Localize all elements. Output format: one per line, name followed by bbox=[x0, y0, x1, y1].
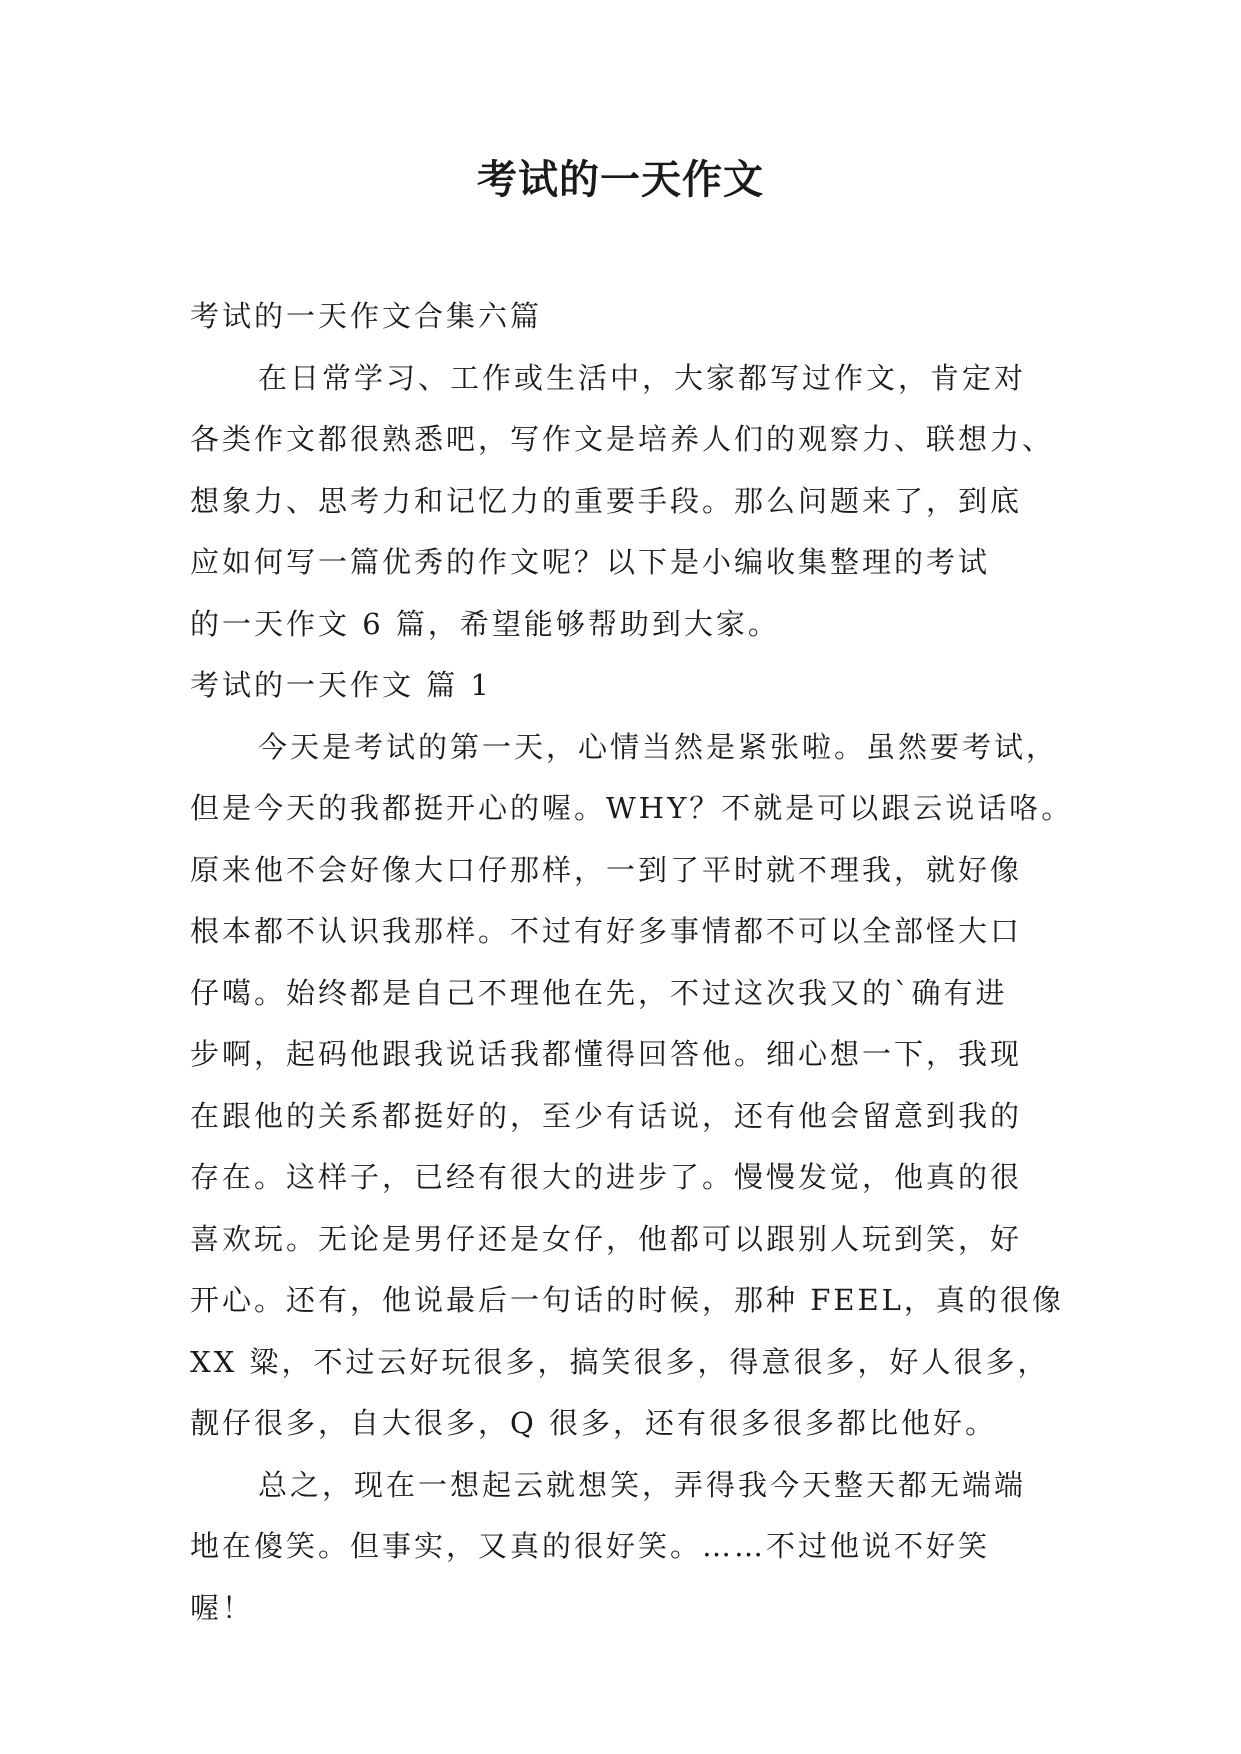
paragraph-line: 喔！ bbox=[190, 1590, 255, 1625]
paragraph-line: 但是今天的我都挺开心的喔。WHY？不就是可以跟云说话咯。 bbox=[190, 791, 1074, 825]
document-body bbox=[190, 286, 1074, 1639]
paragraph-line: 今天是考试的第一天，心情当然是紧张啦。虽然要考试， bbox=[258, 729, 1059, 764]
paragraph-line: 总之，现在一想起云就想笑，弄得我今天整天都无端端 bbox=[258, 1467, 1027, 1502]
paragraph-line: 想象力、思考力和记忆力的重要手段。那么问题来了，到底 bbox=[190, 483, 1023, 518]
document-title: 考试的一天作文 bbox=[477, 156, 764, 203]
section-heading: 考试的一天作文 篇 1 bbox=[190, 668, 492, 702]
paragraph-line: 在日常学习、工作或生活中，大家都写过作文，肯定对 bbox=[258, 360, 1027, 395]
paragraph-line: 地在傻笑。但事实，又真的很好笑。……不过他说不好笑 bbox=[190, 1529, 991, 1563]
paragraph-line: XX 粱，不过云好玩很多，搞笑很多，得意很多，好人很多， bbox=[190, 1344, 1050, 1379]
paragraph-line: 步啊，起码他跟我说话我都懂得回答他。细心想一下，我现 bbox=[190, 1037, 1023, 1071]
paragraph-line: 应如何写一篇优秀的作文呢？以下是小编收集整理的考试 bbox=[190, 545, 991, 579]
paragraph-line: 根本都不认识我那样。不过有好多事情都不可以全部怪大口 bbox=[190, 914, 1023, 948]
paragraph-line: 在跟他的关系都挺好的，至少有话说，还有他会留意到我的 bbox=[190, 1098, 1023, 1133]
subtitle-line: 考试的一天作文合集六篇 bbox=[190, 299, 543, 333]
paragraph-line: 各类作文都很熟悉吧，写作文是培养人们的观察力、联想力、 bbox=[190, 422, 1055, 456]
paragraph-line: 靓仔很多，自大很多，Q 很多，还有很多很多都比他好。 bbox=[190, 1406, 997, 1440]
paragraph-line: 喜欢玩。无论是男仔还是女仔，他都可以跟别人玩到笑，好 bbox=[190, 1221, 1023, 1256]
paragraph-line: 的一天作文 6 篇，希望能够帮助到大家。 bbox=[190, 606, 780, 641]
paragraph-line: 原来他不会好像大口仔那样，一到了平时就不理我，就好像 bbox=[190, 852, 1023, 887]
paragraph-line: 开心。还有，他说最后一句话的时候，那种 FEEL，真的很像 bbox=[190, 1283, 1064, 1317]
paragraph-line: 存在。这样子，已经有很大的进步了。慢慢发觉，他真的很 bbox=[190, 1160, 1023, 1194]
paragraph-line: 仔噶。始终都是自己不理他在先，不过这次我又的`确有进 bbox=[190, 975, 1008, 1010]
